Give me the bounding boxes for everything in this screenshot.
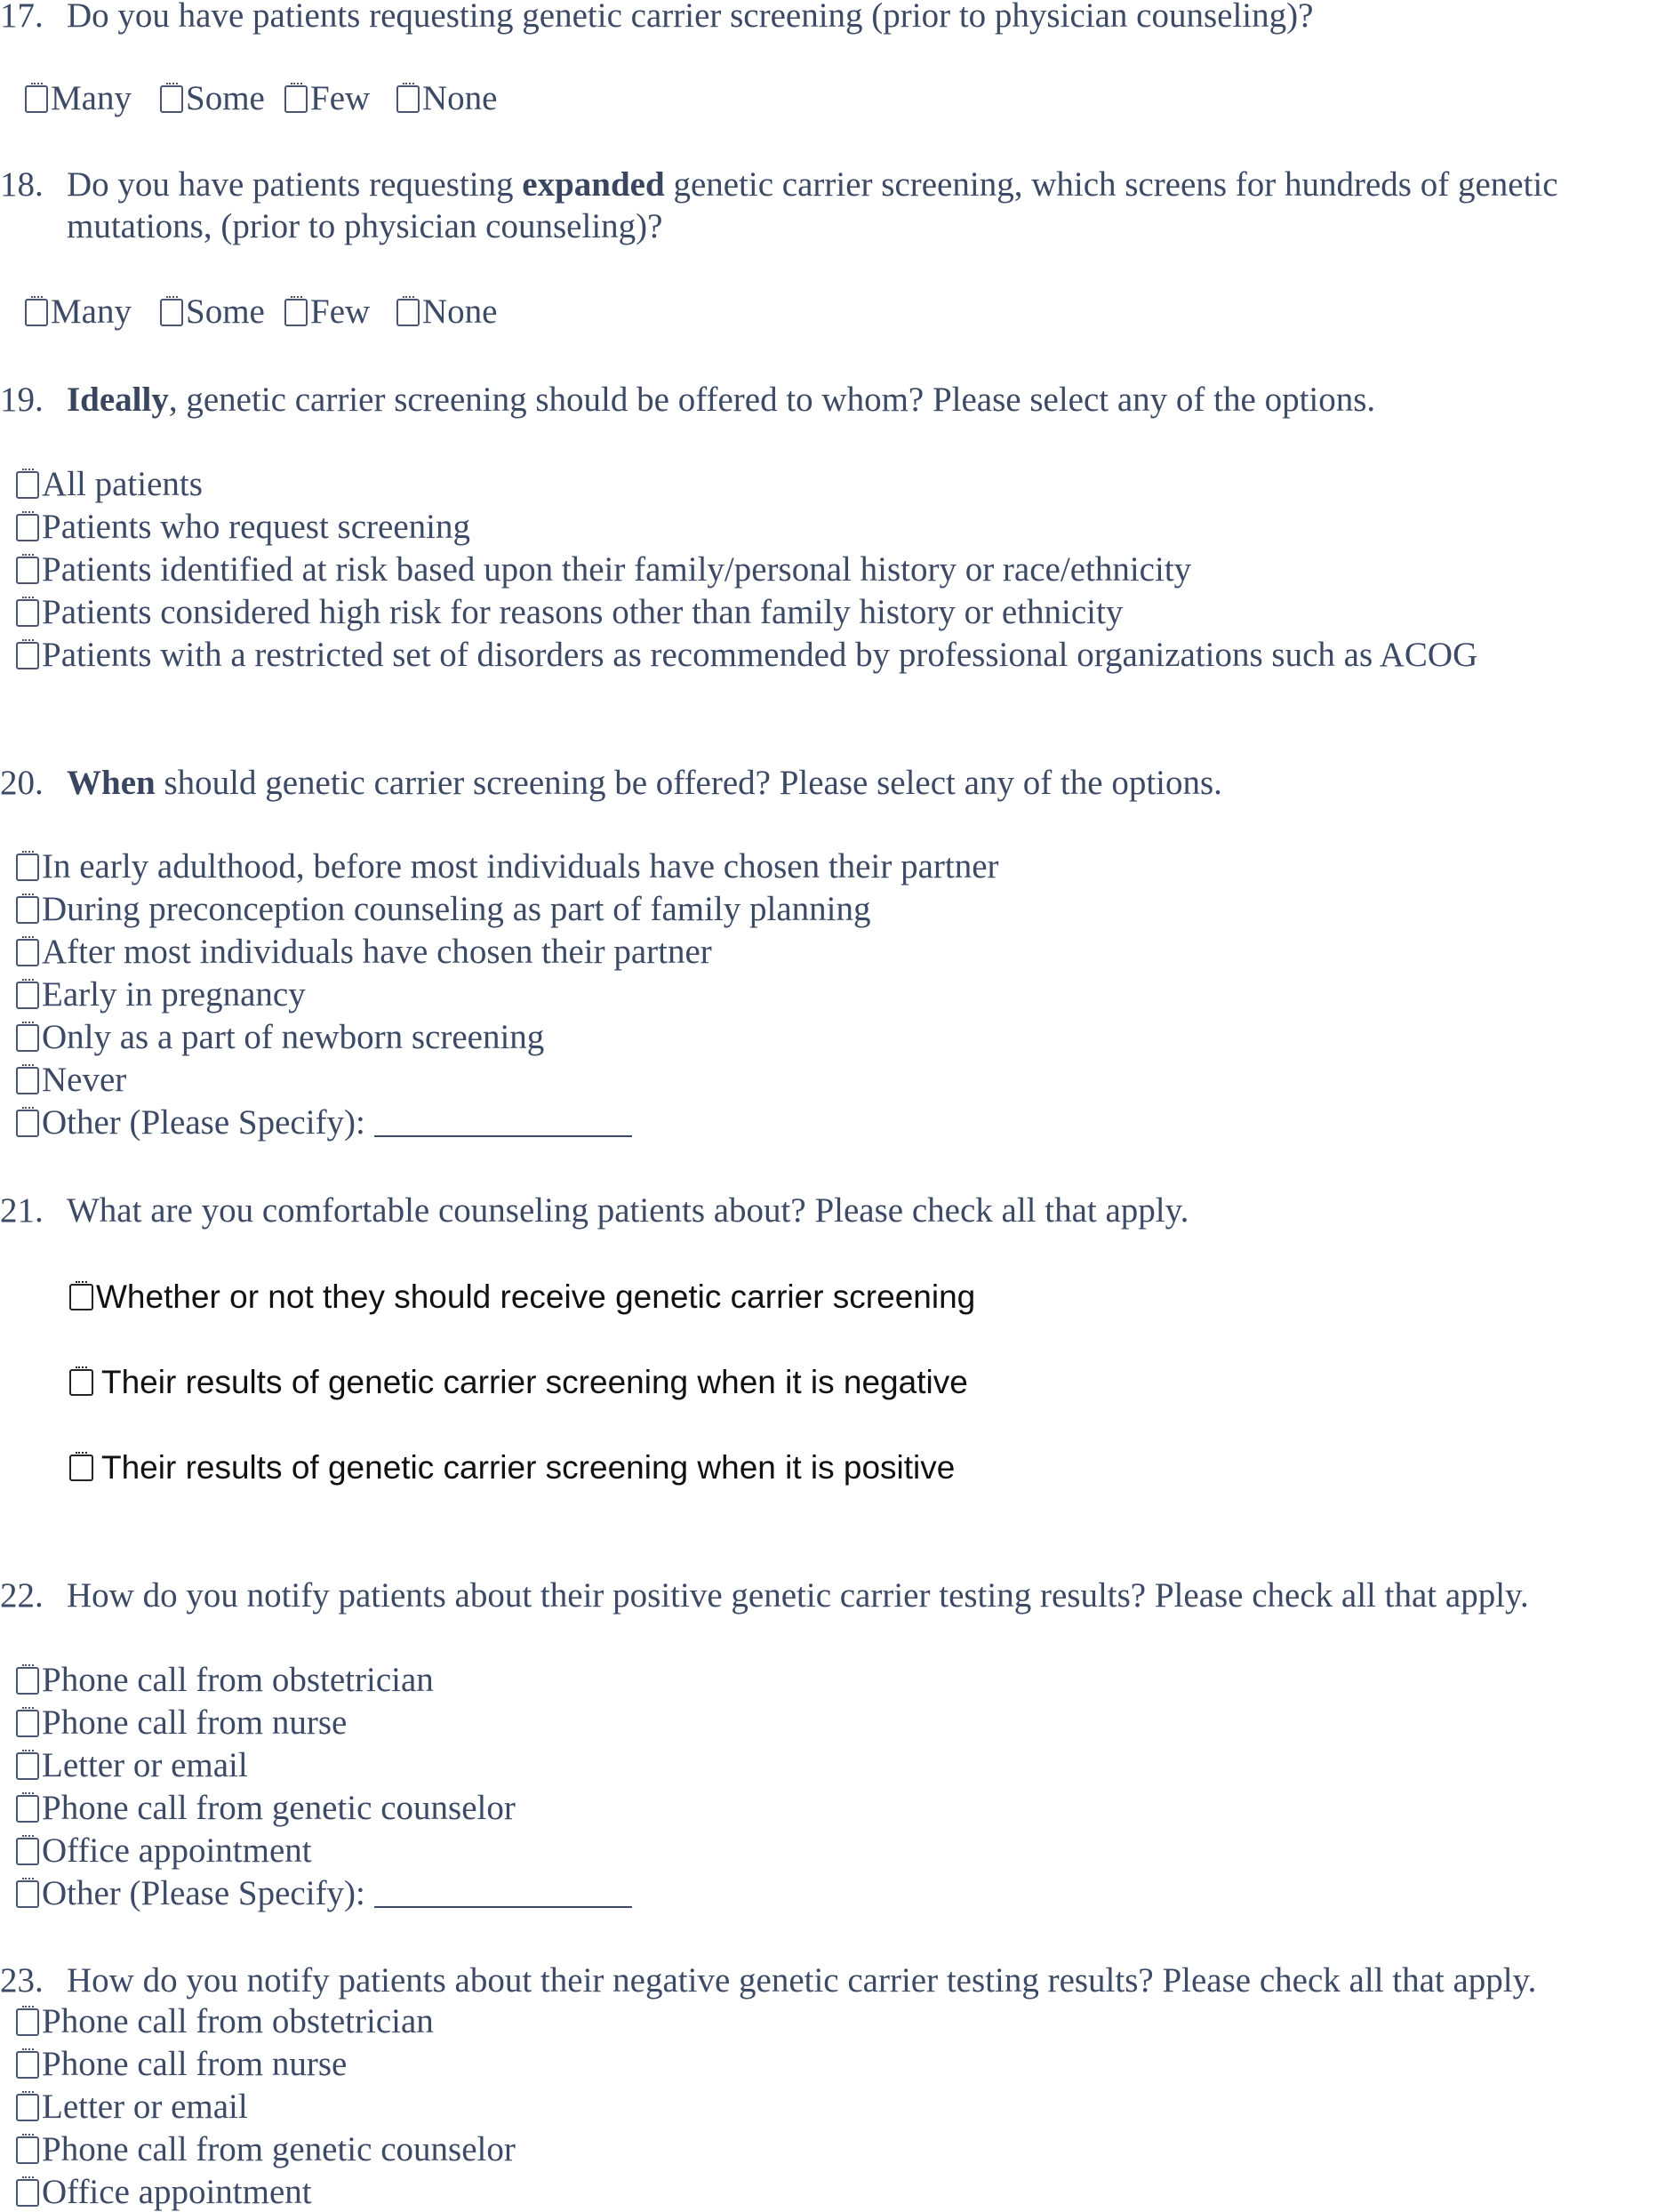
option-label: Few [310, 79, 371, 117]
checkbox[interactable] [16, 896, 39, 924]
checkbox[interactable] [396, 299, 420, 326]
question-19 [0, 379, 1375, 421]
option-label: Many [51, 293, 132, 331]
option-office-appointment[interactable] [16, 2173, 312, 2212]
option-label: Other (Please Specify): [42, 1103, 365, 1142]
checkbox[interactable] [16, 1024, 39, 1052]
option-label: Whether or not they should receive genetic carrier screening [96, 1278, 976, 1315]
checkbox[interactable] [160, 85, 183, 113]
checkbox[interactable] [16, 599, 39, 627]
option-letter-email[interactable] [16, 2088, 248, 2127]
option-many[interactable] [25, 293, 132, 332]
question-18 [0, 164, 1657, 247]
option-label: Other (Please Specify): [42, 1874, 365, 1912]
checkbox[interactable] [16, 2179, 39, 2207]
checkbox[interactable] [284, 85, 308, 113]
option-none[interactable] [396, 293, 497, 332]
option-label: Patients with a restricted set of disorders as recommended by professional organizations such as ACOG [42, 636, 1478, 674]
option-label: Many [51, 79, 132, 117]
option-label: Office appointment [42, 2173, 312, 2211]
option-label: Their results of genetic carrier screening when it is positive [101, 1449, 956, 1486]
option-newborn[interactable] [16, 1018, 544, 1057]
option-early-pregnancy[interactable] [16, 975, 306, 1014]
checkbox[interactable] [16, 1838, 39, 1865]
option-label: Phone call from nurse [42, 1703, 348, 1742]
question-17 [0, 0, 1313, 36]
option-early-adulthood[interactable] [16, 847, 999, 886]
question-number: 17. [0, 0, 44, 35]
option-results-positive[interactable] [69, 1448, 955, 1487]
option-label: Phone call from genetic counselor [42, 2130, 516, 2168]
question-number: 20. [0, 764, 44, 802]
checkbox[interactable] [16, 1710, 39, 1737]
question-text: When should genetic carrier screening be offered? Please select any of the options. [67, 764, 1222, 802]
option-other[interactable] [16, 1103, 632, 1142]
checkbox[interactable] [16, 2136, 39, 2164]
option-office-appointment[interactable] [16, 1831, 312, 1871]
checkbox[interactable] [16, 982, 39, 1009]
specify-field[interactable] [374, 1879, 632, 1908]
question-number: 21. [0, 1191, 44, 1230]
option-call-counselor[interactable] [16, 1789, 516, 1828]
checkbox[interactable] [284, 299, 308, 326]
option-whether-receive[interactable] [69, 1278, 975, 1317]
option-some[interactable] [160, 293, 265, 332]
checkbox[interactable] [16, 2008, 39, 2036]
option-label: Some [186, 79, 265, 117]
option-label: All patients [42, 465, 203, 503]
checkbox[interactable] [16, 1667, 39, 1695]
option-preconception[interactable] [16, 890, 871, 929]
option-results-negative[interactable] [69, 1363, 968, 1402]
option-label: Some [186, 293, 265, 331]
checkbox[interactable] [16, 2094, 39, 2121]
option-label: Letter or email [42, 1746, 248, 1784]
checkbox[interactable] [16, 939, 39, 966]
checkbox[interactable] [16, 1067, 39, 1094]
option-label: Phone call from obstetrician [42, 2002, 434, 2040]
specify-field[interactable] [374, 1109, 632, 1137]
checkbox[interactable] [69, 1369, 93, 1396]
question-text: How do you notify patients about their positive genetic carrier testing results? Please check all that apply. [67, 1576, 1529, 1615]
checkbox[interactable] [16, 1795, 39, 1823]
option-label: Early in pregnancy [42, 975, 306, 1014]
checkbox[interactable] [69, 1455, 93, 1481]
option-label: Few [310, 293, 371, 331]
question-number: 23. [0, 1961, 44, 2000]
option-call-nurse[interactable] [16, 1703, 347, 1743]
question-text: Ideally, genetic carrier screening should be offered to whom? Please select any of the options. [67, 381, 1376, 419]
question-text: Do you have patients requesting expanded genetic carrier screening, which screens for hundreds of genetic mutations, (prior to physician counseling)? [67, 165, 1558, 245]
option-many[interactable] [25, 79, 132, 118]
checkbox[interactable] [25, 85, 48, 113]
option-label: Phone call from nurse [42, 2045, 348, 2083]
option-few[interactable] [284, 293, 370, 332]
question-number: 19. [0, 381, 44, 419]
option-request[interactable] [16, 508, 470, 547]
checkbox[interactable] [16, 514, 39, 541]
option-label: During preconception counseling as part of family planning [42, 890, 871, 928]
checkbox[interactable] [16, 854, 39, 881]
option-never[interactable] [16, 1061, 126, 1100]
checkbox[interactable] [396, 85, 420, 113]
option-label: Patients who request screening [42, 508, 470, 546]
question-text: How do you notify patients about their negative genetic carrier testing results? Please check all that apply. [67, 1961, 1537, 2000]
checkbox[interactable] [16, 1880, 39, 1908]
option-call-counselor[interactable] [16, 2130, 516, 2169]
option-label: In early adulthood, before most individuals have chosen their partner [42, 847, 999, 886]
option-label: Their results of genetic carrier screening when it is negative [101, 1364, 968, 1400]
checkbox[interactable] [16, 557, 39, 584]
option-after-partner[interactable] [16, 933, 712, 972]
option-call-obstetrician[interactable] [16, 2002, 434, 2041]
option-label: Letter or email [42, 2088, 248, 2126]
checkbox[interactable] [69, 1284, 93, 1310]
option-label: Only as a part of newborn screening [42, 1018, 545, 1056]
option-letter-email[interactable] [16, 1746, 248, 1785]
question-text: Do you have patients requesting genetic carrier screening (prior to physician counseling)? [67, 0, 1314, 35]
option-at-risk[interactable] [16, 550, 1191, 589]
checkbox[interactable] [16, 2051, 39, 2079]
checkbox[interactable] [16, 1752, 39, 1780]
option-label: Office appointment [42, 1831, 312, 1870]
option-other[interactable] [16, 1874, 632, 1913]
option-some[interactable] [160, 79, 265, 118]
option-restricted-set[interactable] [16, 636, 1477, 675]
checkbox[interactable] [160, 299, 183, 326]
option-label: None [422, 293, 498, 331]
option-label: Patients considered high risk for reasons other than family history or ethnicity [42, 593, 1124, 631]
option-label: After most individuals have chosen their partner [42, 933, 712, 971]
checkbox[interactable] [16, 1110, 39, 1137]
question-text: What are you comfortable counseling patients about? Please check all that apply. [67, 1191, 1189, 1230]
checkbox[interactable] [25, 299, 48, 326]
option-label: Phone call from genetic counselor [42, 1789, 516, 1827]
question-number: 18. [0, 165, 44, 204]
checkbox[interactable] [16, 471, 39, 499]
option-call-obstetrician[interactable] [16, 1661, 434, 1700]
question-21 [0, 1190, 1189, 1231]
option-label: Never [42, 1061, 127, 1099]
question-20 [0, 762, 1222, 804]
option-few[interactable] [284, 79, 370, 118]
option-high-risk[interactable] [16, 593, 1123, 632]
question-23 [0, 1960, 1536, 2001]
option-label: Patients identified at risk based upon their family/personal history or race/ethnicity [42, 550, 1192, 589]
question-number: 22. [0, 1576, 44, 1615]
option-call-nurse[interactable] [16, 2045, 347, 2084]
option-all-patients[interactable] [16, 465, 203, 504]
checkbox[interactable] [16, 642, 39, 669]
question-22 [0, 1575, 1529, 1616]
option-none[interactable] [396, 79, 497, 118]
option-label: Phone call from obstetrician [42, 1661, 434, 1699]
option-label: None [422, 79, 498, 117]
